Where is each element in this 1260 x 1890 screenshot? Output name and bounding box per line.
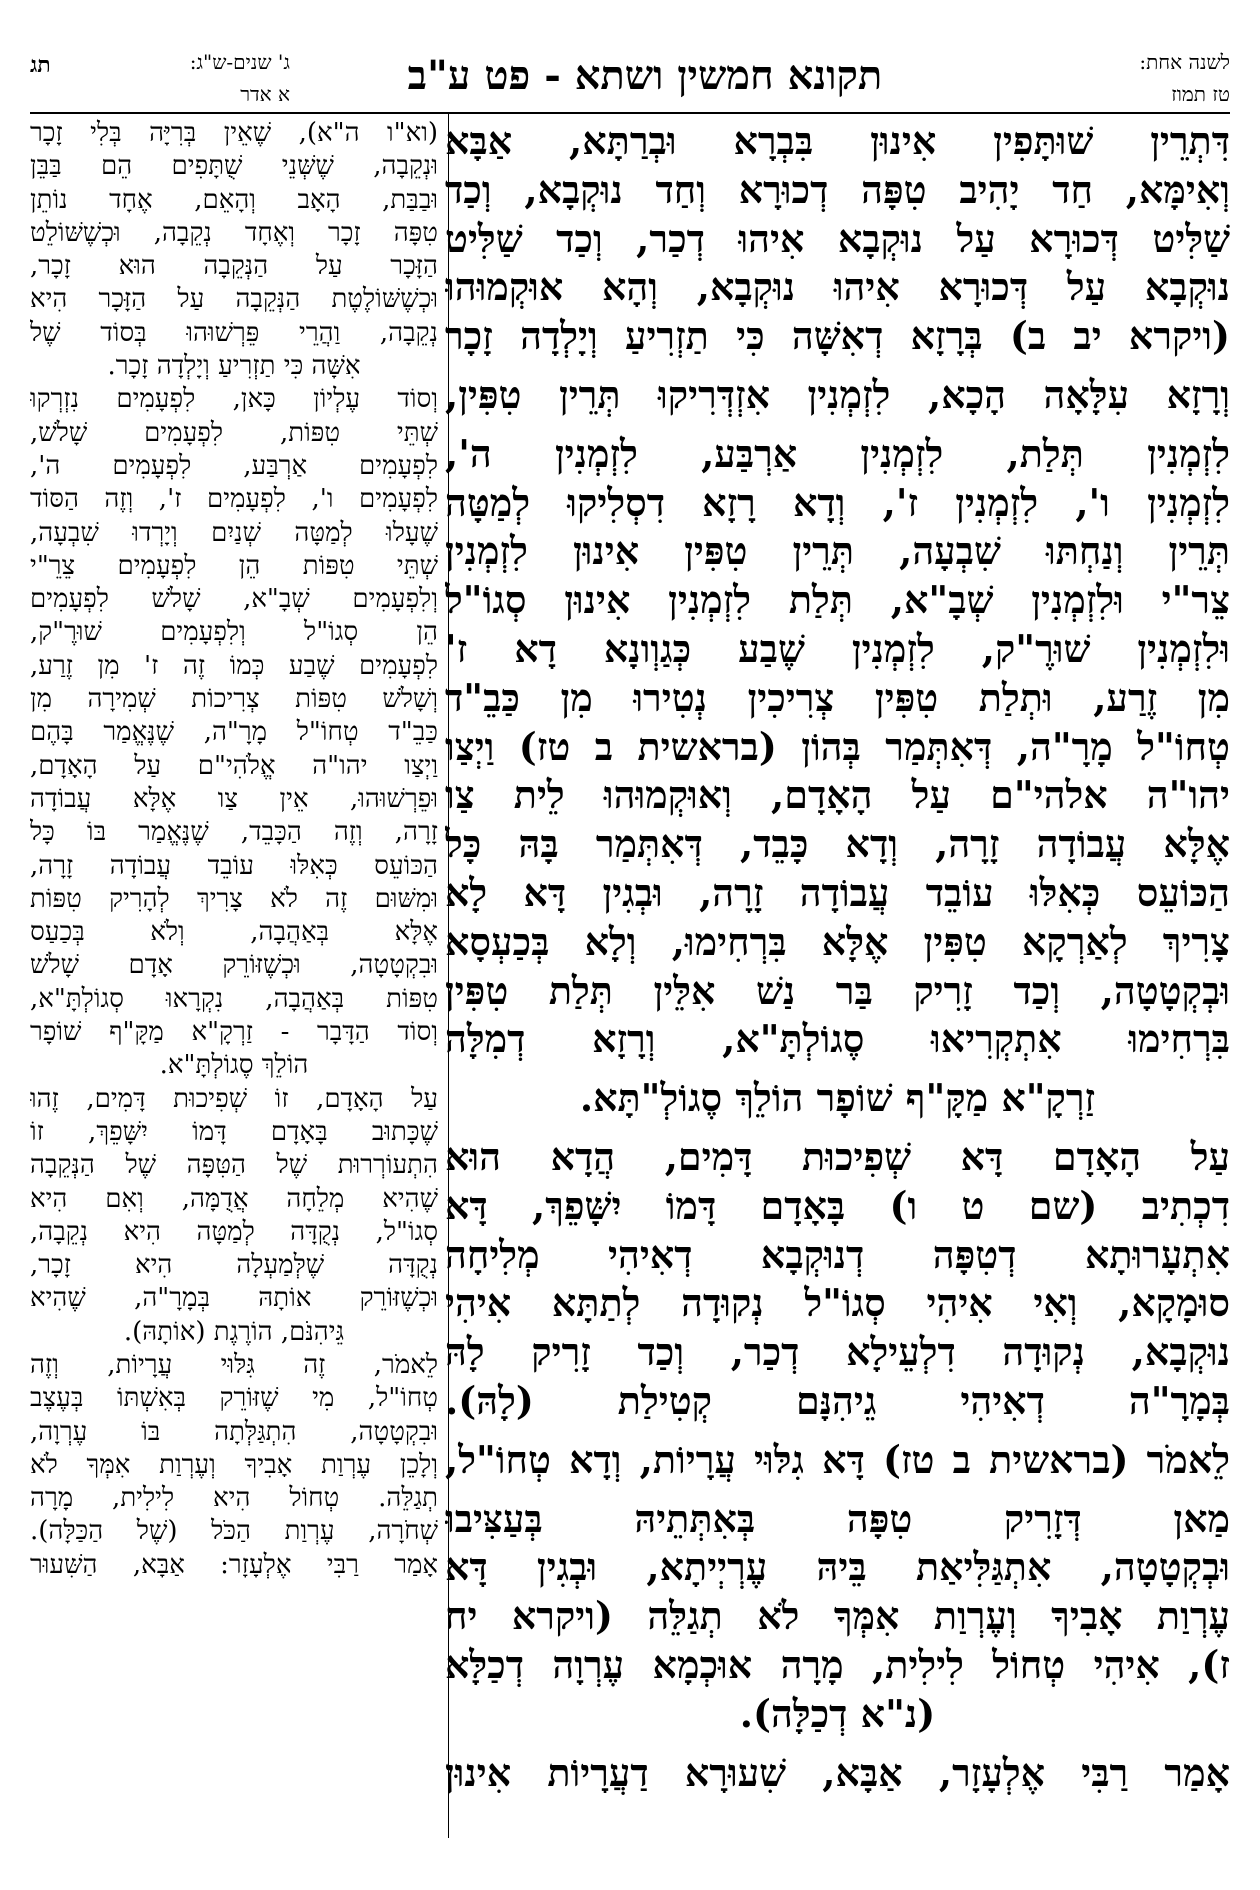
commentary-line: שֶׁכָּתוּב בָּאָדָם דָּמוֹ יִשָּׁפֵךְ, זוֹ (30, 1116, 438, 1147)
commentary-line: טְחוֹ"ל, מִי שֶׁזּוֹרֵק בְּאִשְׁתּוֹ בְּעֶצֶב (30, 1383, 438, 1414)
commentary-line: טִפָּה זָכָר וְאֶחָד נְקֵבָה, וּכְשֶׁשּׁוֹלֵט (30, 217, 438, 248)
main-text-line: עַל הָאָדָם דָּא שְׁפִיכוּת דָּמִים, הֲדָא הוּא (445, 1133, 1230, 1179)
main-text-line: וְרָזָא עִלָּאָה הָכָא, לִזְמְנִין אִזְדְּרִיקוּ תְּרֵין טִפִּין, (445, 371, 1230, 417)
main-text-column (445, 118, 1230, 1838)
header-rule (30, 112, 1230, 114)
commentary-line: הַזָּכָר עַל הַנְּקֵבָה הוּא זָכָר, (30, 251, 438, 282)
main-text-line: בִּרְחִימוּ אִתְקְרִיאוּ סֶגוֹלְתָּ"א, וְרָזָא דְמִלָּה (445, 1016, 1230, 1062)
commentary-line: טִפּוֹת בְּאַהֲבָה, נִקְרָאוּ סְגוֹלְתָּ"א, (30, 983, 438, 1014)
commentary-line: הַכּוֹעֵס כְּאִלּוּ עוֹבֵד עֲבוֹדָה זָרָה, (30, 850, 438, 881)
page-title: תקונא חמשין ושתא - פט ע"ב (407, 52, 883, 99)
commentary-line: וַיְצַו יהו"ה אֱלֹהִי"ם עַל הָאָדָם, (30, 750, 438, 781)
main-text-line: צָרִיךְ לְאַרְקָא טִפִּין אֶלָּא בִּרְחִימוּ, וְלָא בְּכַעְסָא (445, 918, 1230, 964)
commentary-line: וּבִקְטָטָה, הִתְגַּלְּתָה בּוֹ עֶרְוָה, (30, 1416, 438, 1447)
commentary-line: נְקֵבָה, וַהֲרֵי פֵּרְשׁוּהוּ בְּסוֹד שֶׁל (30, 317, 438, 348)
main-text-line: מִן זֶרַע, וּתְלַת טִפִּין צְרִיכִין נְטִירוּ מִן כַּבֵ"ד (445, 674, 1230, 720)
commentary-column (30, 118, 438, 1838)
commentary-line: וּבַבַּת, הָאָב וְהָאֵם, אֶחָד נוֹתֵן (30, 184, 438, 215)
main-text-line: וְאִימָּא, חַד יָהִיב טִפָּה דְכוּרָא וְחַד נוּקְבָא, וְכַד (445, 166, 1230, 212)
commentary-line: נְקֻדָּה שֶׁלְּמַעְלָה הִיא זָכָר, (30, 1250, 438, 1281)
commentary-line: וְלָכֵן עֶרְוַת אָבִיךָ וְעֶרְוַת אִמְּךָ לֹא (30, 1449, 438, 1480)
commentary-line: וּפֵרְשׁוּהוּ, אֵין צַו אֶלָּא עֲבוֹדָה (30, 783, 438, 814)
commentary-line: לִפְעָמִים ו', לִפְעָמִים ז', וְזֶה הַסּוֹד (30, 484, 438, 515)
main-text-line: זַרְקָ"א מַקָּ"ף שׁוֹפָר הוֹלֵךְ סֶגוֹלְ"תָּא. (579, 1075, 1096, 1121)
main-text-line: תְּרֵין וְנַחְתּוּ שִׁבְעָה, תְּרֵין טִפִּין אִינוּן לִזְמְנִין (445, 528, 1230, 574)
schedule-three-years (110, 46, 290, 110)
commentary-line: שְׁתֵּי טִפּוֹת, לִפְעָמִים שָׁלֹשׁ, (30, 417, 438, 448)
commentary-line: עַל הָאָדָם, זוֹ שְׁפִיכוּת דָּמִים, זֶהוּ (30, 1083, 438, 1114)
commentary-line: (וא"ו ה"א), שֶׁאֵין בְּרִיָּה בְּלִי זָכָר (30, 118, 438, 148)
commentary-line: הִתְעוֹרְרוּת שֶׁל הַטִּפָּה שֶׁל הַנְּקֵבָה (30, 1150, 438, 1181)
main-text-line: לֵאמֹר (בראשית ב טז) דָּא גִלּוּי עֲרָיוֹת, וְדָא טְחוֹ"ל, (445, 1436, 1230, 1482)
commentary-line: אֶלָּא בְּאַהֲבָה, וְלֹא בְּכַעַס (30, 917, 438, 948)
commentary-line: וּכְשֶׁשּׁוֹלֶטֶת הַנְּקֵבָה עַל הַזָּכָר הִיא (30, 284, 438, 315)
commentary-line: וּכְשֶׁזּוֹרֵק אוֹתָהּ בְּמָרָ"ה, שֶׁהִיא (30, 1283, 438, 1314)
main-text-line: אָמַר רַבִּי אֶלְעָזָר, אַבָּא, שִׁעוּרָא דַעֲרָיוֹת אִינוּן (445, 1749, 1230, 1795)
main-text-line: צֵר"י וּלִזְמְנִין שְׁבָ"א, תְּלַת לִזְמְנִין אִינוּן סְגוֹ"ל (445, 577, 1230, 623)
schedule-one-year-date: טז תמוז (1171, 82, 1230, 106)
commentary-line: לִפְעָמִים שֶׁבַע כְּמוֹ זֶה ז' מִן זֶרַע, (30, 650, 438, 681)
main-text-line: (נ"א דְכַלָּה). (739, 1690, 936, 1736)
commentary-line: וְשָׁלֹשׁ טִפּוֹת צְרִיכוֹת שְׁמִירָה מִן (30, 684, 438, 715)
main-text-line: וּבְקְטָטָה, אִתְגַּלִּיאַת בֵּיהּ עֶרְיְיתָא, וּבְגִין דָּא (445, 1544, 1230, 1590)
commentary-line: אָמַר רַבִּי אֶלְעָזָר: אַבָּא, הַשִּׁעוּר (30, 1549, 438, 1580)
main-text-line: אִתְעָרוּתָא דְטִפָּה דְנוּקְבָא דְאִיהִי מְלִיחָה (445, 1231, 1230, 1277)
main-text-line: שַׁלִּיט דְּכוּרָא עַל נוּקְבָא אִיהוּ דְכַר, וְכַד שַׁלִּיט (445, 215, 1230, 261)
main-text-line: יהו"ה אלהי"ם עַל הָאָדָם, וְאוּקְמוּהוּ לֵית צַו (445, 772, 1230, 818)
commentary-line: זָרָה, וְזֶה הַכָּבֵד, שֶׁנֶּאֱמַר בּוֹ כָּל (30, 817, 438, 848)
commentary-line: גֵּיהִנֹּם, הוֹרֶגֶת (אוֹתָהּ). (123, 1316, 345, 1347)
main-text-line: נוּקְבָא עַל דְּכוּרָא אִיהוּ נוּקְבָא, וְהָא אוּקְמוּהוּ (445, 264, 1230, 310)
commentary-line: תְגַלֵּה. טְחוֹל הִיא לִילִית, מָרָה (30, 1483, 438, 1514)
commentary-line: סְגוֹ"ל, נְקֻדָּה לְמַטָּה הִיא נְקֵבָה, (30, 1216, 438, 1247)
main-text-line: מַאן דְּזָרִיק טִפָּה בְּאִתְּתֵיהּ בְּעַצִּיבוּ (445, 1495, 1230, 1541)
main-text-line: בְּמָרָ"ה דְאִיהִי גֵיהִנָּם קְטִילַת (לָהּ). (445, 1377, 1230, 1423)
commentary-line: הוֹלֵךְ סֶגוֹלְתָּ"א. (159, 1050, 309, 1081)
commentary-line: שְׁחֹרָה, עֶרְוַת הַכֹּל (שֶׁל הַכַּלָּה). (30, 1516, 438, 1547)
commentary-line: לִפְעָמִים אַרְבַּע, לִפְעָמִים ה', (30, 450, 438, 481)
main-text-line: סוּמָקָא, וְאִי אִיהִי סְגוֹ"ל נְקוּדָה לְתַתָּא אִיהִי (445, 1280, 1230, 1326)
commentary-line: אִשָּׁה כִּי תַזְרִיעַ וְיָלְדָה זָכָר. (107, 351, 361, 382)
main-text-line: אֶלָּא עֲבוֹדָה זָרָה, וְדָא כָּבֵד, דְּאִתְּמַר בָּהּ כָּל (445, 821, 1230, 867)
commentary-line: וְסוֹד עֶלְיוֹן כָּאן, לִפְעָמִים נִזְרְקוּ (30, 384, 438, 415)
main-text-line: וּבְקְטָטָה, וְכַד זָרִיק בַּר נַשׁ אִלֵּין תְּלַת טִפִּין (445, 967, 1230, 1013)
main-text-line: וּלִזְמְנִין שׁוּרֶ"ק, לִזְמְנִין שֶׁבַע כְּגַוְונָא דָא ז' (445, 625, 1230, 671)
schedule-one-year-label: לשנה אחת: (1139, 50, 1230, 74)
main-text-line: לִזְמְנִין ו', לִזְמְנִין ז', וְדָא רָזָא דִסְלִיקוּ לְמַטָּה (445, 479, 1230, 525)
commentary-line: שֶׁעָלוּ לְמַטָּה שְׁנַיִם וְיָרְדוּ שִׁבְעָה, (30, 517, 438, 548)
main-text-line: (ויקרא יב ב) בְּרָזָא דְאִשָּׁה כִּי תַזְרִיעַ וְיָלְדָה זָכָר (445, 313, 1230, 359)
commentary-line: לֵאמֹר, זֶה גִּלּוּי עֲרָיוֹת, וְזֶה (30, 1349, 438, 1380)
schedule-three-years-date: א אדר (240, 82, 290, 106)
main-text-line: דִּתְרֵין שׁוּתָּפִין אִינוּן בִּבְרָא וּבְרַתָּא, אַבָּא (445, 118, 1230, 163)
main-text-line: טְחוֹ"ל מָרָ"ה, דְּאִתְּמַר בְּהוֹן (בראשית ב טז) וַיְצַו (445, 723, 1230, 769)
commentary-line: כַּבֵ"ד טְחוֹ"ל מָרָ"ה, שֶׁנֶּאֱמַר בָּהֶם (30, 717, 438, 748)
commentary-line: וּבִקְטָטָה, וּכְשֶׁזּוֹרֵק אָדָם שָׁלֹשׁ (30, 950, 438, 981)
running-header (30, 46, 1230, 116)
main-text-line: לִזְמְנִין תְּלַת, לִזְמְנִין אַרְבַּע, לִזְמְנִין ה', (445, 430, 1230, 476)
schedule-one-year (1040, 46, 1230, 110)
main-text-line: נוּקְבָא, נְקוּדָה דִלְעֵילָא דְכַר, וְכַד זָרִיק לָהּ (445, 1329, 1230, 1375)
main-text-line: עֶרְוַת אָבִיךָ וְעֶרְוַת אִמְּךָ לֹא תְגַלֵּה (ויקרא יח (445, 1593, 1230, 1639)
commentary-line: שֶׁהִיא מְלֵחָה אֲדֻמָּה, וְאִם הִיא (30, 1183, 438, 1214)
commentary-line: שְׁתֵּי טִפּוֹת הֵן לִפְעָמִים צֵרֵ"י (30, 550, 438, 581)
commentary-line: וּנְקֵבָה, שֶׁשְּׁנֵי שֻׁתָּפִים הֵם בַּבֵּן (30, 151, 438, 182)
main-text-line: הַכּוֹעֵס כְּאִלּוּ עוֹבֵד עֲבוֹדָה זָרָה, וּבְגִין דָּא לָא (445, 869, 1230, 915)
commentary-line: וְסוֹד הַדָּבָר - זַרְקָ"א מַקָּ"ף שׁוֹפָר (30, 1017, 438, 1048)
page-number: תג (30, 52, 51, 78)
main-text-line: ז), אִיהִי טְחוֹל לִילִית, מָרָה אוּכְמָא עֶרְוָה דְכַלָּא (445, 1641, 1230, 1687)
main-text-line: דִכְתִיב (שם ט ו) בָּאָדָם דָּמוֹ יִשָּׁפֵךְ, דָּא (445, 1182, 1230, 1228)
commentary-line: הֵן סְגוֹ"ל וְלִפְעָמִים שׁוּרֶ"ק, (30, 617, 438, 648)
schedule-three-years-label: ג' שנים-ש"ג: (189, 50, 290, 74)
commentary-line: וּמִשּׁוּם זֶה לֹא צָרִיךְ לְהָרִיק טִפּוֹת (30, 883, 438, 914)
commentary-line: וְלִפְעָמִים שְׁבָ"א, שָׁלֹשׁ לִפְעָמִים (30, 584, 438, 615)
